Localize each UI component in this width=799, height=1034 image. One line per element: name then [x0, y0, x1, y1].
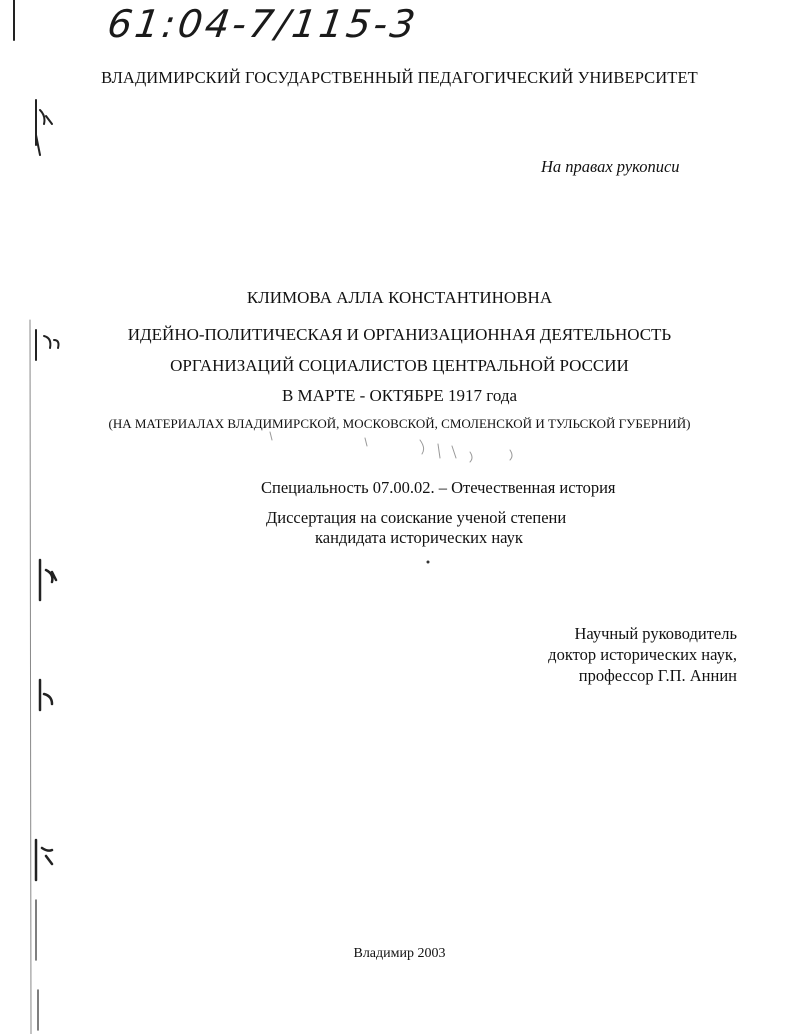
dissertation-degree-line-1: Диссертация на соискание ученой степени: [266, 508, 567, 527]
supervisor-name: профессор Г.П. Аннин: [578, 666, 737, 685]
author-name: КЛИМОВА АЛЛА КОНСТАНТИНОВНА: [246, 288, 553, 307]
manuscript-rights-note: На правах рукописи: [541, 157, 680, 176]
university-name: ВЛАДИМИРСКИЙ ГОСУДАРСТВЕННЫЙ ПЕДАГОГИЧЕСКИЙ УНИВЕРСИТЕТ: [101, 68, 698, 87]
supervisor-degree: доктор исторических наук,: [548, 645, 737, 664]
title-line-1: ИДЕЙНО-ПОЛИТИЧЕСКАЯ И ОРГАНИЗАЦИОННАЯ ДЕЯТЕЛЬНОСТЬ: [127, 325, 672, 344]
supervisor-label: Научный руководитель: [574, 624, 737, 643]
specialty: Специальность 07.00.02. – Отечественная история: [261, 478, 616, 497]
title-line-2: ОРГАНИЗАЦИЙ СОЦИАЛИСТОВ ЦЕНТРАЛЬНОЙ РОССИИ: [170, 356, 629, 375]
catalog-number-handwritten: 61:04-7/115-3: [104, 2, 421, 46]
city-year: Владимир 2003: [353, 946, 446, 961]
title-line-3: В МАРТЕ - ОКТЯБРЕ 1917 года: [281, 386, 518, 405]
dissertation-degree-line-2: кандидата исторических наук: [315, 528, 523, 547]
title-subtitle: (НА МАТЕРИАЛАХ ВЛАДИМИРСКОЙ, МОСКОВСКОЙ, СМОЛЕНСКОЙ И ТУЛЬСКОЙ ГУБЕРНИЙ): [108, 416, 691, 431]
